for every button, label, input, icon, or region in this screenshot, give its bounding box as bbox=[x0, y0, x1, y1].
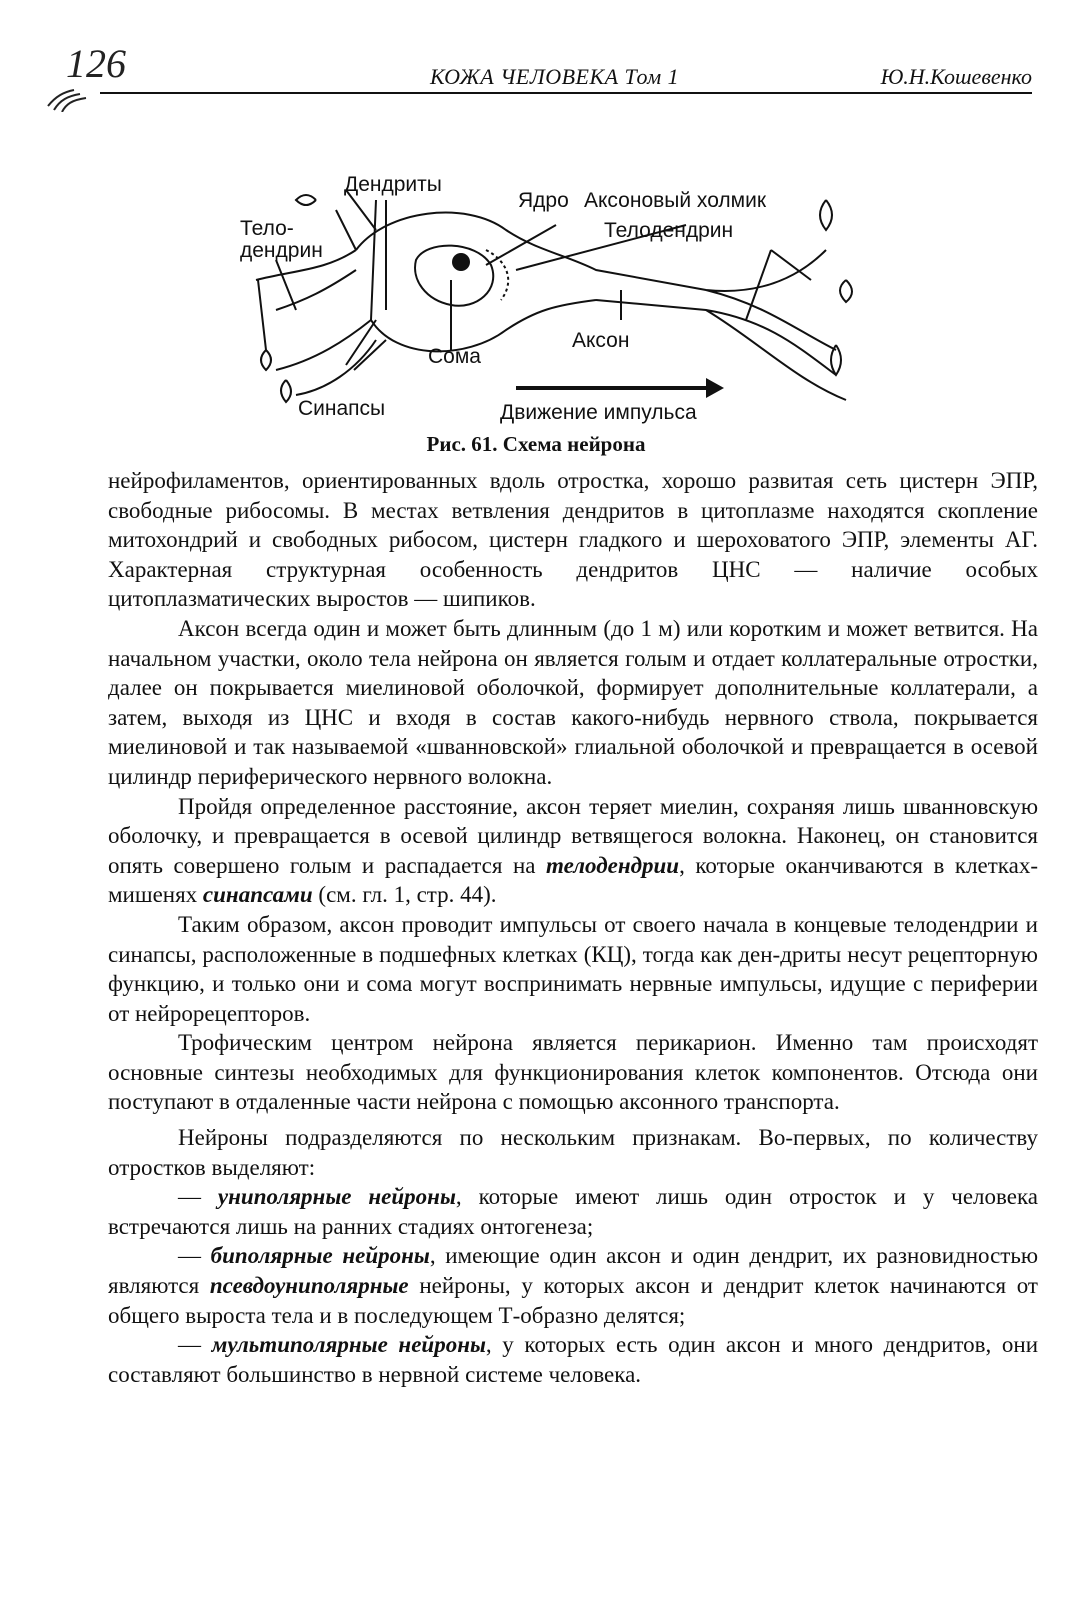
label-axon: Аксон bbox=[572, 329, 630, 352]
paragraph bbox=[108, 792, 1038, 910]
paragraph: Аксон всегда один и может быть длинным (до 1 м) или коротким и может ветвится. На начальном участки, около тела нейрона он является голым и отдает коллатеральные отростки, далее он покрывается миелиновой оболочкой, формирует дополнительные коллатерали, а затем, выходя из ЦНС и входя в состав какого-нибудь нервного ствола, покрывается миелиновой и так называемой «шванновской» глиальной оболочкой и превращается в осевой цилиндр периферического нервного волокна. bbox=[108, 615, 1038, 789]
term-unipolar: униполярные нейроны bbox=[217, 1184, 456, 1210]
header-rule bbox=[100, 92, 1032, 94]
list-item bbox=[108, 1182, 1038, 1241]
paragraph: нейрофиламентов, ориентированных вдоль отростка, хорошо развитая сеть цистерн ЭПР, свободные рибосомы. В местах ветвления дендритов в цитоплазме находятся скопление митохондрий и свободных рибосом, цистерн гладкого и шероховатого ЭПР, элементы АГ. Характерная структурная особенность дендритов ЦНС — наличие особых цитоплазматических выростов — шипиков. bbox=[108, 468, 1038, 612]
text-run: Пройдя определенное расстояние, аксон теряет миелин, сохраняя лишь шванновскую оболочку, и превращается в осевой цилиндр ветвящегося волокна. Наконец, он становится опять совершено голым и распадается на bbox=[108, 793, 1038, 878]
synapse-knob bbox=[840, 280, 852, 302]
label-telodendrion-right: Телодендрин bbox=[604, 219, 734, 242]
list-dash: — bbox=[178, 1243, 211, 1269]
term-multipolar: мультиполярные нейроны bbox=[211, 1332, 486, 1358]
label-soma: Сома bbox=[428, 345, 481, 368]
synapse-knob bbox=[281, 380, 291, 402]
neuron-outline bbox=[356, 213, 846, 400]
page-header bbox=[0, 0, 1072, 110]
synapse-knob bbox=[820, 200, 832, 230]
paragraph: Нейроны подразделяются по нескольким признакам. Во-первых, по количеству отростков выделяют: bbox=[108, 1125, 1038, 1180]
term-synapses: синапсами bbox=[202, 882, 313, 908]
text-run: , имеющие один аксон и один дендрит, их разновидностью являются bbox=[108, 1243, 1039, 1299]
label-synapses: Синапсы bbox=[298, 397, 386, 420]
label-impulse-direction: Движение импульса bbox=[500, 401, 697, 424]
text-run: , у которых есть один аксон и много дендритов, они составляют большинство в нервной системе человека. bbox=[108, 1332, 1039, 1387]
label-nucleus: Ядро bbox=[518, 189, 569, 212]
list-item bbox=[108, 1330, 1038, 1389]
ornament-icon bbox=[46, 86, 90, 112]
paragraph: Таким образом, аксон проводит импульсы от своего начала в концевые телодендрии и синапсы, расположенные в подшефных клетках (КЦ), тогда как ден-дриты несут рецепторную функцию, и только они и сома могут воспринимать нервные импульсы, идущие с периферии от нейрорецепторов. bbox=[108, 911, 1038, 1026]
telodendrion-right-pointer-lines bbox=[746, 250, 811, 320]
list-item bbox=[108, 1241, 1038, 1330]
label-telodendrion-left: Тело- дендрин bbox=[240, 217, 323, 263]
neuron-figure bbox=[236, 170, 896, 460]
text-run: нейроны, у которых аксон и дендрит клеток начинаются от общего выроста тела и в последующем Т-образно делятся; bbox=[108, 1273, 1038, 1328]
term-telodendria: телодендрии bbox=[545, 852, 680, 878]
figure-caption: Рис. 61. Схема нейрона bbox=[426, 432, 646, 456]
term-bipolar: биполярные нейроны bbox=[210, 1243, 430, 1269]
soma-lower-outline bbox=[371, 300, 596, 351]
text-run: , которые имеют лишь один отросток и у человека встречаются лишь на ранних стадиях онтогенеза; bbox=[108, 1184, 1039, 1239]
book-title: КОЖА ЧЕЛОВЕКА Том 1 bbox=[430, 64, 680, 89]
dendrite-pointer-lines bbox=[371, 200, 386, 320]
term-pseudounipolar: псевдоуниполярные bbox=[209, 1273, 409, 1299]
impulse-arrow-head bbox=[706, 378, 724, 398]
synapse-knob bbox=[261, 350, 271, 370]
list-dash: — bbox=[178, 1184, 218, 1210]
page-number: 126 bbox=[66, 41, 126, 86]
label-axon-hillock: Аксоновый холмик bbox=[584, 189, 767, 212]
author-name: Ю.Н.Кошевенко bbox=[880, 64, 1032, 89]
list-dash: — bbox=[178, 1332, 212, 1358]
synapse-knob bbox=[296, 195, 316, 205]
soma-inner bbox=[415, 246, 493, 306]
body-text bbox=[108, 466, 1038, 1389]
synapse-pointer-lines bbox=[346, 320, 386, 370]
text-run: , которые оканчиваются в клетках-мишенях bbox=[108, 852, 1038, 908]
paragraph: Трофическим центром нейрона является перикарион. Именно там происходят основные синтезы необходимых для функционирования клеток компонентов. Отсюда они поступают в отдаленные части нейрона с помощью аксонного транспорта. bbox=[108, 1030, 1038, 1115]
text-run: (см. гл. 1, стр. 44). bbox=[312, 882, 497, 908]
nucleolus-dot bbox=[452, 253, 470, 271]
nucleus-pointer-line bbox=[486, 225, 556, 265]
label-dendrites: Дендриты bbox=[344, 173, 442, 196]
